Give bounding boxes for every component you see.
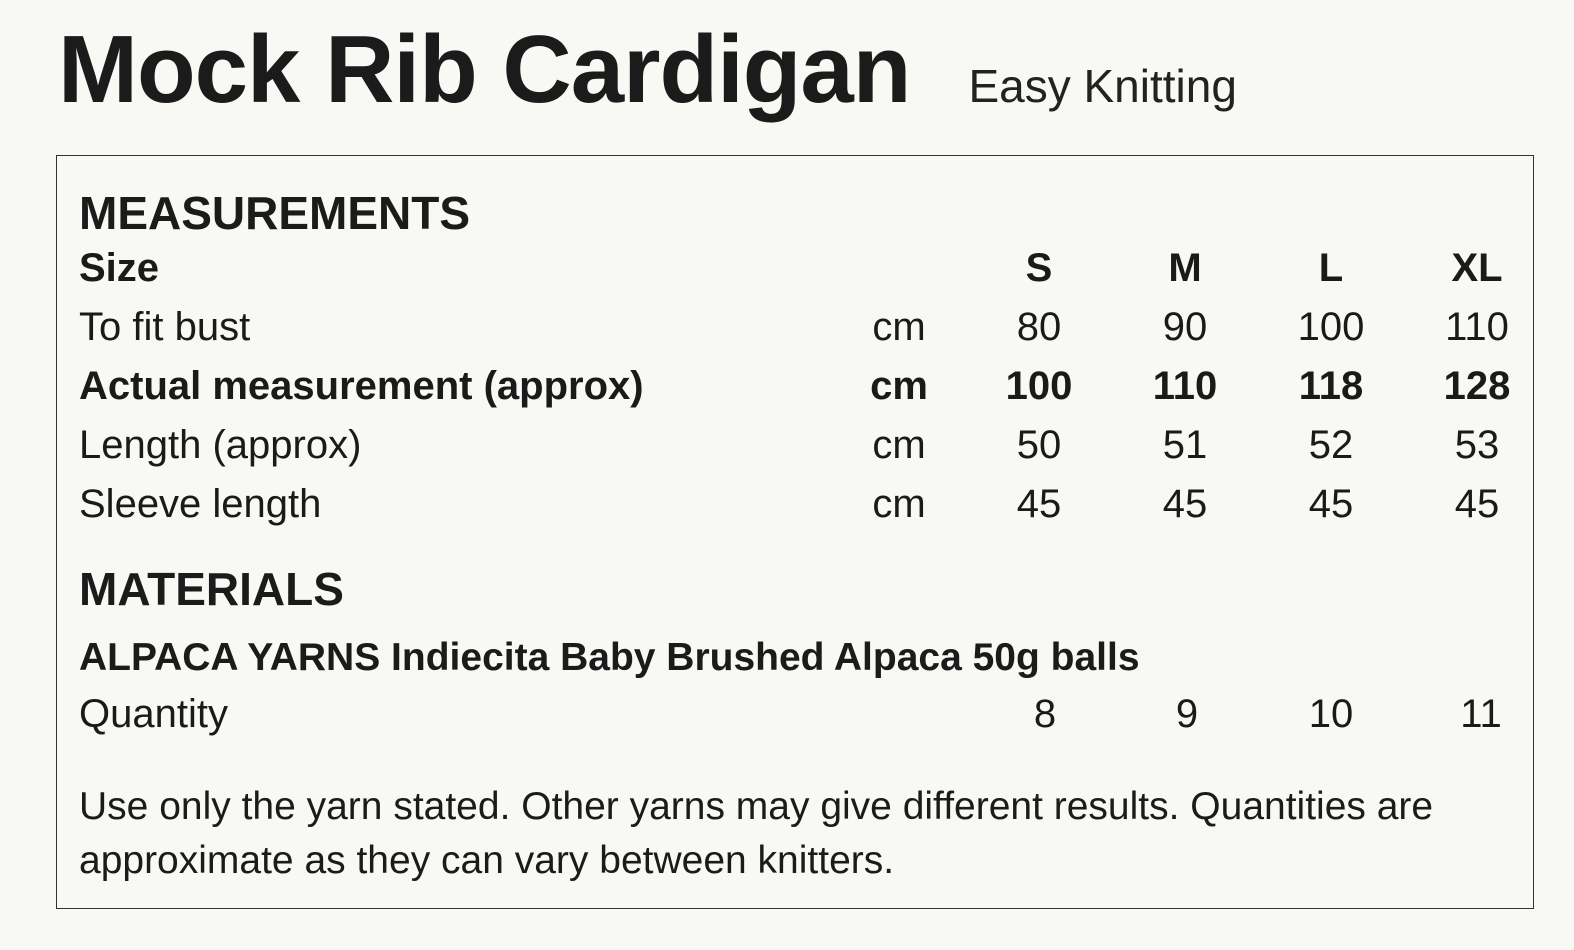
size-m: M [1168, 246, 1202, 290]
value-l: 45 [1308, 482, 1354, 526]
size-label: Size [79, 246, 160, 290]
page-subtitle: Easy Knitting [968, 60, 1237, 112]
info-panel [56, 155, 1534, 909]
size-xl: XL [1451, 246, 1503, 290]
row-unit: cm [872, 305, 926, 349]
value-xl: 128 [1443, 364, 1511, 408]
table-row-quantity [79, 690, 1533, 738]
value-l: 100 [1297, 305, 1365, 349]
value-xl: 45 [1454, 482, 1500, 526]
yarn-note: Use only the yarn stated. Other yarns may give different results. Quantities are approximate as they can vary between knitters. [79, 785, 1434, 882]
value-l: 118 [1298, 364, 1364, 408]
table-row-sleeve [79, 480, 1533, 528]
table-row-actual [79, 362, 1533, 410]
value-s: 50 [1016, 423, 1062, 467]
size-row [79, 244, 1533, 292]
value-s: 100 [1005, 364, 1073, 408]
header [58, 16, 1237, 142]
value-s: 45 [1016, 482, 1062, 526]
quantity-label: Quantity [79, 692, 228, 736]
yarn-description: ALPACA YARNS Indiecita Baby Brushed Alpaca 50g balls [79, 636, 1140, 679]
row-label: To fit bust [79, 305, 251, 349]
value-xl: 53 [1454, 423, 1500, 467]
value-l: 52 [1308, 423, 1354, 467]
quantity-m: 9 [1175, 692, 1199, 736]
value-m: 90 [1162, 305, 1208, 349]
materials-heading: MATERIALS [79, 563, 344, 615]
value-m: 51 [1162, 423, 1208, 467]
row-label: Sleeve length [79, 482, 322, 526]
value-s: 80 [1016, 305, 1062, 349]
value-xl: 110 [1445, 305, 1509, 349]
quantity-l: 10 [1308, 692, 1354, 736]
value-m: 110 [1152, 364, 1218, 408]
row-label: Length (approx) [79, 423, 362, 467]
row-unit: cm [872, 423, 926, 467]
row-unit: cm [870, 364, 928, 408]
table-row-bust [79, 303, 1533, 351]
row-label: Actual measurement (approx) [79, 364, 644, 408]
value-m: 45 [1162, 482, 1208, 526]
measurements-heading: MEASUREMENTS [79, 187, 471, 239]
quantity-xl: 11 [1460, 692, 1502, 736]
page-title: Mock Rib Cardigan [58, 16, 911, 123]
table-row-length [79, 421, 1533, 469]
row-unit: cm [872, 482, 926, 526]
size-l: L [1318, 246, 1344, 290]
size-s: S [1025, 246, 1053, 290]
quantity-s: 8 [1033, 692, 1057, 736]
